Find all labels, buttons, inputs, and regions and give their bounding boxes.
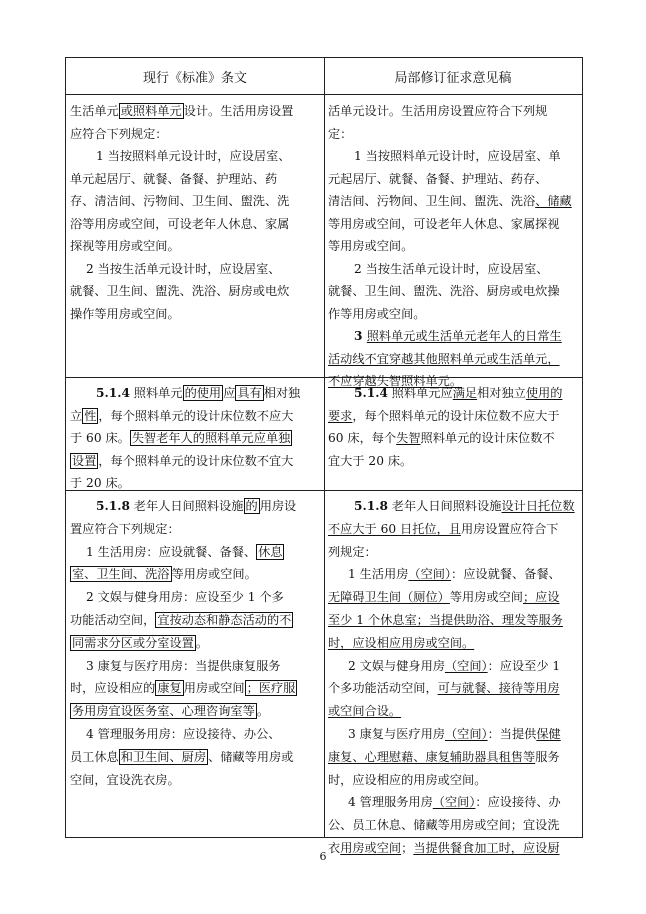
header-revision-draft: 局部修订征求意见稿 (394, 70, 512, 86)
text-line: 2 当按生活单元设计时，应设居室、 (86, 261, 281, 276)
underlined-insertion: （空间） (408, 567, 452, 582)
underlined-insertion: （空间） (444, 658, 488, 673)
clause-number: 5.1.8 (96, 499, 130, 513)
text-run: 用房或空间 (183, 681, 245, 696)
header-current-standard: 现行《标准》条文 (142, 70, 247, 86)
text-line: 单元起居厅、就餐、备餐、护理站、药 (70, 171, 278, 186)
underlined-insertion: 失智 (396, 431, 421, 445)
text-line: 空间，宜设洗衣房。 (70, 772, 180, 787)
text-run: 、储藏等用房或 (208, 749, 294, 764)
boxed-deletion: ；医疗服 (246, 681, 296, 696)
text-run: 用房设 (259, 499, 297, 513)
row3-right-text (328, 495, 580, 860)
row1-right-text (328, 100, 580, 393)
boxed-deletion: 宜按动态和静态活动的不 (157, 612, 292, 627)
boxed-deletion: 室、卫生间、洗浴 (72, 567, 170, 582)
boxed-deletion: 的 (245, 499, 258, 513)
text-line: 置应符合下列规定： (70, 521, 180, 536)
text-run: 衣 (328, 840, 341, 855)
text-line: 2 当按生活单元设计时，应设居室、 (354, 261, 549, 276)
text-line: 存、清洁间、污物间、卫生间、盥洗、洗 (70, 194, 290, 208)
boxed-deletion: 康复 (157, 681, 182, 696)
underlined-insertion: （空间） (444, 726, 488, 741)
clause-number: 5.1.4 (96, 386, 130, 400)
text-run: 时，应设相应的 (70, 681, 156, 696)
text-line: 4 管理服务用房：应设接待、办公、 (86, 726, 281, 741)
text-line: 2 文娱与健身用房：应设至少 1 个多 (86, 590, 284, 605)
underlined-insertion: 、储藏 (535, 194, 572, 208)
text-run: 清洁间、污物间、卫生间、盥洗、洗浴 (328, 194, 536, 208)
column-divider (324, 58, 325, 837)
text-run: ：应设接待、办 (475, 795, 561, 810)
text-run: 等用房或空间。 (171, 567, 257, 582)
text-run: 个多功能活动空间， (328, 681, 438, 696)
text-run: 老年人日间照料设施 (129, 499, 244, 513)
header-divider (66, 94, 582, 95)
text-line: 于 20 床。 (70, 476, 130, 490)
underlined-insertion: 当提供餐食加工时，应设厨 (413, 840, 560, 855)
underlined-insertion: 保健 (536, 726, 561, 741)
clause-number: 5.1.8 (354, 499, 388, 513)
text-line: 探视等用房或空间。 (70, 239, 180, 253)
text-line: 公、员工休息、储藏等用房或空间；宜设洗 (328, 818, 560, 833)
boxed-deletion: 或照料单元 (120, 104, 182, 118)
underlined-insertion: 无障碍卫生间（厕位） (328, 590, 450, 605)
text-run: 立 (70, 408, 83, 423)
text-line: 操作等用房或空间。 (70, 306, 180, 321)
text-line: 宜大于 20 床。 (328, 453, 413, 468)
text-line: 等用房或空间。 (328, 239, 414, 253)
underlined-insertion: 使用的 (525, 386, 563, 400)
text-run: 应 (223, 386, 236, 400)
boxed-deletion: 休息 (258, 544, 283, 559)
text-line: 1 当按照料单元设计时，应设居室、单 (354, 149, 561, 163)
text-run: ，每个照料单元的设计床位数不宜大 (98, 453, 294, 468)
boxed-deletion: 设置 (72, 453, 97, 468)
text-run: 员工休息 (70, 749, 119, 764)
text-run: 服务 (535, 749, 560, 764)
text-line: 浴等用房或空间，可设老年人休息、家属 (70, 216, 290, 231)
boxed-deletion: 同需求分区或分室设置 (72, 635, 194, 650)
text-line: 1 当按照料单元设计时，应设居室、 (96, 149, 291, 163)
text-line: 3 康复与医疗用房：当提供康复服务 (86, 658, 281, 673)
underlined-insertion: 康复、心理慰藉、康复辅助器具租售等 (328, 749, 536, 764)
underlined-insertion: 可与就餐、接待等用房 (437, 681, 560, 696)
underlined-insertion: 时，应设相应用房或空间。 (328, 635, 475, 650)
boxed-deletion: 失智老年人的照料单元应单独 (131, 431, 291, 445)
text-run: 照料单元应 (387, 386, 453, 400)
boxed-deletion: 具有 (237, 386, 262, 400)
clause-number: 5.1.4 (354, 386, 388, 400)
text-line: 列规定： (328, 544, 377, 559)
underlined-insertion: 用房或空间 (340, 840, 402, 855)
page-number: 6 (319, 850, 327, 863)
text-run: 60 床，每个 (328, 431, 397, 445)
text-line: 元起居厅、就餐、备餐、护理站、药存、 (328, 171, 548, 186)
text-run: 3 康复与医疗用房 (348, 726, 445, 741)
text-line: 就餐、卫生间、盥洗、洗浴、厨房或电炊 (70, 284, 290, 298)
underlined-insertion: 不应穿越失智照料单元。 (328, 374, 463, 388)
underlined-insertion: 活动线不宜穿越其他照料单元或生活单元， (328, 351, 560, 366)
comparison-table (65, 57, 583, 855)
text-line: 等用房或空间，可设老年人休息、家属探视 (328, 216, 560, 231)
underlined-insertion: （空间） (432, 795, 476, 810)
boxed-deletion: 务用房宜设医务室、心理咨询室等 (72, 704, 255, 719)
row3-left-text (70, 495, 322, 791)
text-run: 相对独 (263, 386, 301, 400)
text-line: 定： (328, 126, 353, 141)
boxed-deletion: 性 (84, 408, 97, 423)
text-line: 活单元设计。生活用房设置应符合下列规 (328, 104, 548, 118)
text-run: 相对独立 (477, 386, 526, 400)
text-run: 生活单元 (70, 104, 119, 118)
text-run: 。 (195, 635, 209, 650)
row2-right-text (328, 382, 580, 472)
text-run: 。 (256, 704, 269, 719)
row1-left-text (70, 100, 322, 325)
underlined-insertion: 不应大于 60 日托位，且 (328, 521, 461, 536)
item-number: 3 (354, 329, 367, 343)
text-run: 4 管理服务用房 (348, 795, 433, 810)
boxed-deletion: 和卫生间、厨房 (120, 749, 207, 764)
underlined-insertion: 或空间合设。 (328, 704, 402, 719)
text-run: 用房设置应符合下 (460, 521, 559, 536)
text-run: 于 60 床。 (70, 431, 130, 445)
text-line: 作等用房或空间。 (328, 306, 426, 321)
underlined-insertion: 满足 (452, 386, 478, 400)
text-run: ，每个照料单元的设计床位数不应大 (98, 408, 294, 423)
text-run: ：应设至少 1 (487, 658, 561, 673)
text-run: 1 生活用房 (348, 567, 409, 582)
text-run: ：应设就餐、备餐、 (451, 567, 561, 582)
text-run: ，每个照料单元的设计床位数不应大于 (352, 408, 560, 423)
text-run: 照料单元 (129, 386, 183, 400)
underlined-insertion: ；应设 (523, 590, 560, 605)
text-line: 时，应设相应的用房或空间。 (328, 772, 487, 787)
text-run: 老年人日间照料设施 (387, 499, 502, 513)
text-run: ； (401, 840, 414, 855)
text-run: ：当提供 (487, 726, 537, 741)
text-run: 照料单元的设计床位数不 (420, 431, 555, 445)
text-run: 1 生活用房：应设就餐、备餐、 (86, 544, 257, 559)
text-run: 等用房或空间 (449, 590, 523, 605)
text-run: 功能活动空间， (70, 612, 156, 627)
underlined-insertion: 照料单元或生活单元老年人的日常生 (366, 329, 562, 343)
text-run: 2 文娱与健身用房 (348, 658, 445, 673)
boxed-deletion: 的使用 (184, 386, 222, 400)
text-line: 就餐、卫生间、盥洗、洗浴、厨房或电炊操 (328, 284, 560, 298)
text-run: 设计。生活用房设置 (183, 104, 294, 118)
underlined-insertion: 设计日托位数 (501, 499, 575, 513)
underlined-insertion: 要求 (328, 408, 353, 423)
row2-left-text (70, 382, 322, 495)
text-line: 应符合下列规定： (70, 126, 168, 141)
underlined-insertion: 至少 1 个休息室；当提供助浴、理发等服务 (328, 612, 563, 627)
